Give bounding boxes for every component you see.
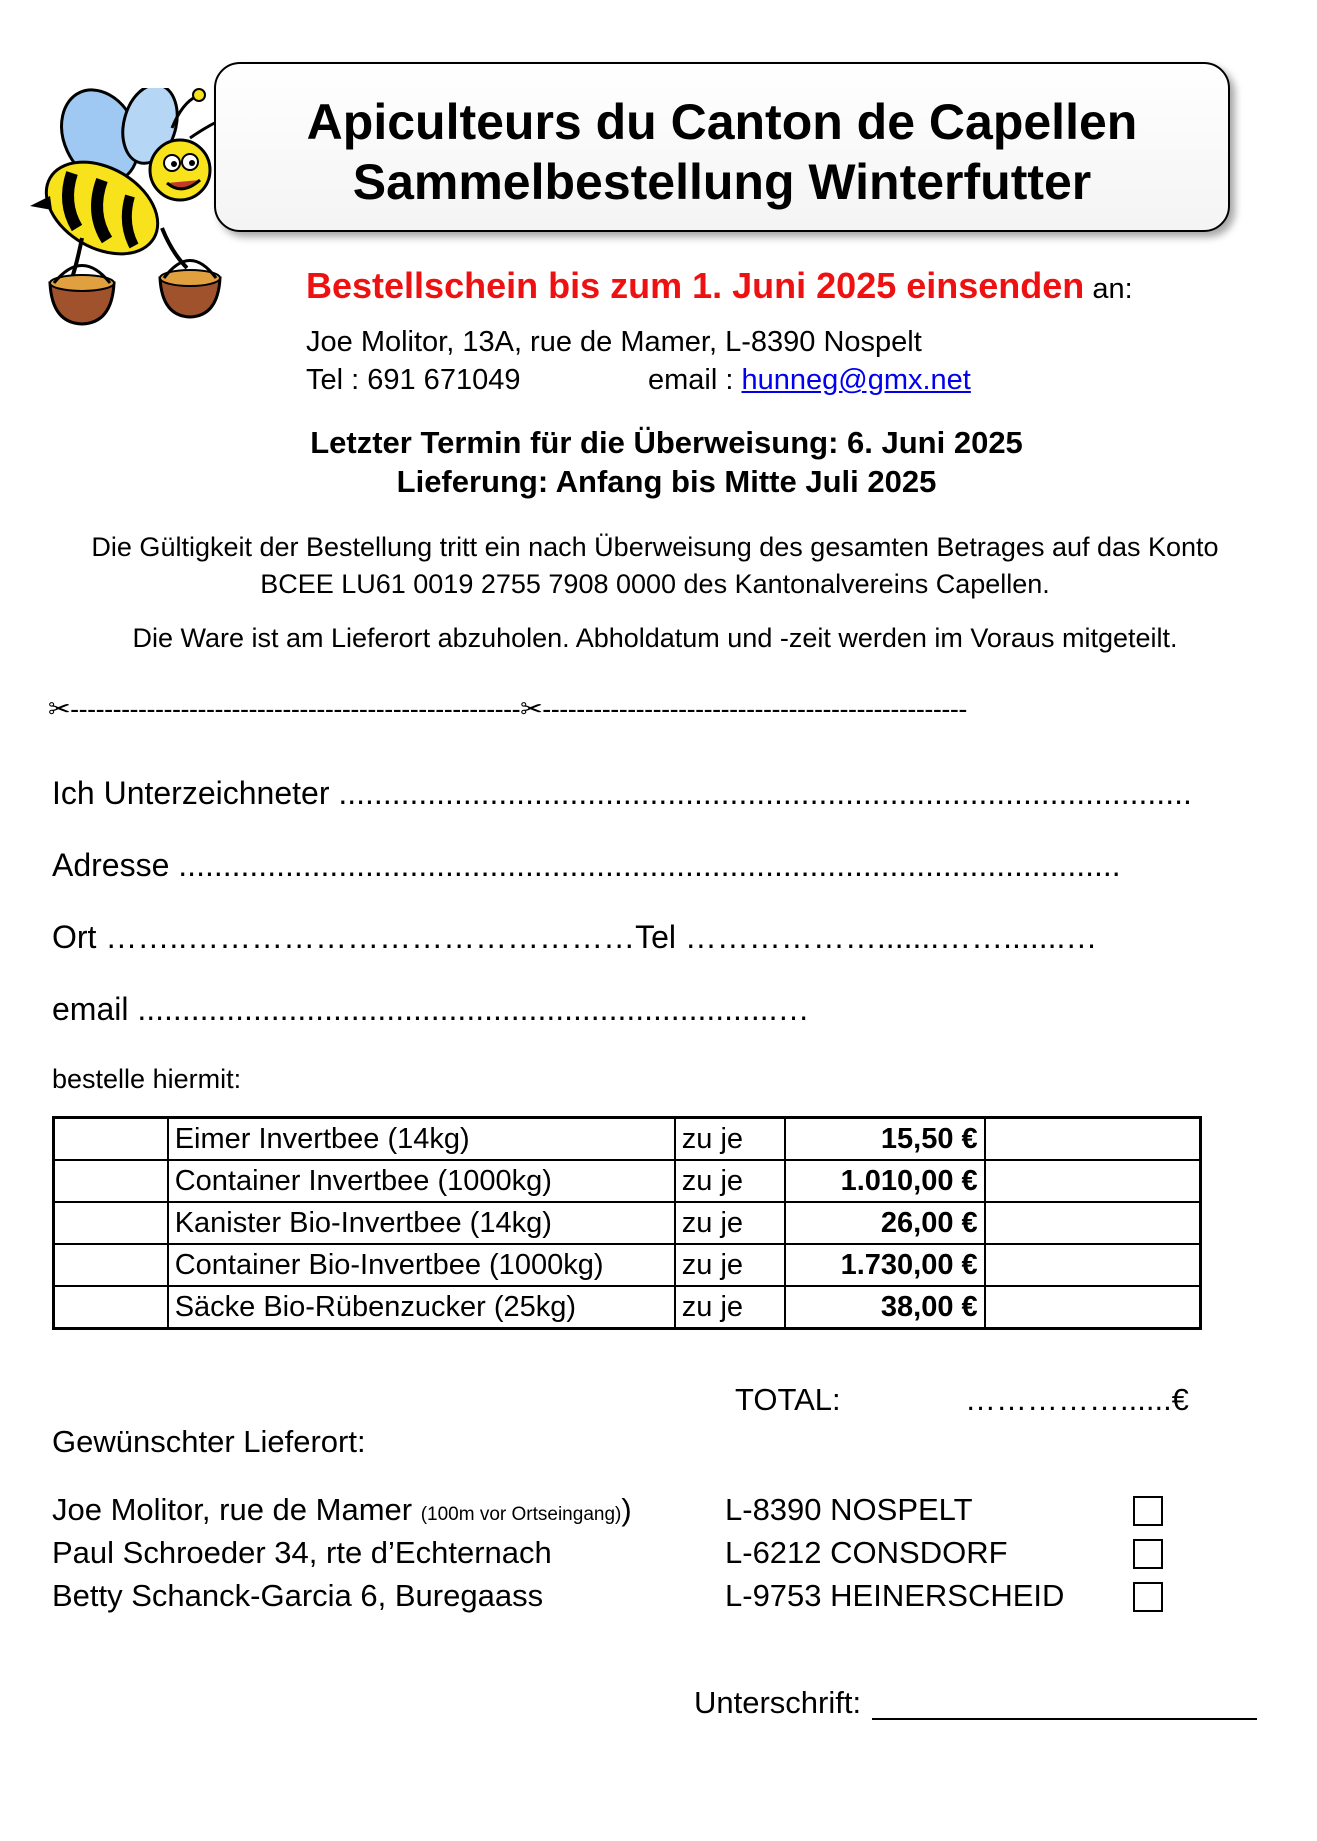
price-cell: 26,00 €: [785, 1202, 984, 1244]
product-cell: Container Invertbee (1000kg): [168, 1160, 675, 1202]
delivery-period: Lieferung: Anfang bis Mitte Juli 2025: [396, 464, 937, 499]
signature-label: Unterschrift:: [694, 1685, 862, 1720]
quantity-cell[interactable]: [54, 1244, 168, 1286]
table-row: [54, 1286, 1201, 1329]
page-subtitle: Sammelbestellung Winterfutter: [352, 154, 1092, 210]
delivery-location-city: L-6212 CONSDORF: [725, 1535, 1008, 1570]
delivery-location-name: [52, 1490, 632, 1535]
location-checkbox-consdorf[interactable]: [1133, 1539, 1163, 1569]
email-field[interactable]: email ........................................................................…: [52, 991, 810, 1027]
location-note: (100m vor Ortseingang): [420, 1504, 622, 1525]
price-cell: 15,50 €: [785, 1118, 984, 1161]
product-cell: Eimer Invertbee (14kg): [168, 1118, 675, 1161]
price-cell: 38,00 €: [785, 1286, 984, 1329]
table-row: [54, 1202, 1201, 1244]
email-label: email :: [648, 364, 742, 396]
contact-address: Joe Molitor, 13A, rue de Mamer, L-8390 Nospelt: [306, 326, 922, 358]
pickup-paragraph: Die Ware ist am Lieferort abzuholen. Abholdatum und -zeit werden im Voraus mitgeteilt.: [132, 623, 1178, 653]
delivery-location-name: Paul Schroeder 34, rte d’Echternach: [52, 1535, 552, 1570]
quantity-cell[interactable]: [54, 1118, 168, 1161]
page-title: Apiculteurs du Canton de Capellen: [306, 94, 1138, 150]
sum-cell[interactable]: [985, 1118, 1201, 1161]
contact-tel: Tel : 691 671049: [306, 364, 521, 396]
total-field[interactable]: ……………......€: [965, 1382, 1189, 1417]
unit-cell: zu je: [675, 1118, 786, 1161]
sum-cell[interactable]: [985, 1286, 1201, 1329]
deadline-text: Bestellschein bis zum 1. Juni 2025 einsenden: [306, 265, 1085, 306]
quantity-cell[interactable]: [54, 1160, 168, 1202]
total-label: TOTAL:: [735, 1382, 841, 1417]
quantity-cell[interactable]: [54, 1286, 168, 1329]
delivery-location-city: L-9753 HEINERSCHEID: [725, 1578, 1065, 1613]
deadline-suffix: an:: [1084, 273, 1133, 305]
sum-cell[interactable]: [985, 1202, 1201, 1244]
unit-cell: zu je: [675, 1202, 786, 1244]
order-intro: bestelle hiermit:: [52, 1064, 242, 1094]
price-cell: 1.010,00 €: [785, 1160, 984, 1202]
product-cell: Säcke Bio-Rübenzucker (25kg): [168, 1286, 675, 1329]
table-row: [54, 1244, 1201, 1286]
product-cell: Container Bio-Invertbee (1000kg): [168, 1244, 675, 1286]
signature-line[interactable]: [872, 1718, 1257, 1720]
email-link[interactable]: hunneg@gmx.net: [741, 364, 971, 396]
delivery-location-city: L-8390 NOSPELT: [725, 1492, 973, 1527]
unit-cell: zu je: [675, 1244, 786, 1286]
delivery-location-label: Gewünschter Lieferort:: [52, 1424, 366, 1459]
table-row: [54, 1160, 1201, 1202]
delivery-location-name: Betty Schanck-Garcia 6, Buregaass: [52, 1578, 544, 1613]
city-tel-field[interactable]: Ort ……..……………………………………Tel ……………….......…….......…: [52, 919, 1098, 955]
price-cell: 1.730,00 €: [785, 1244, 984, 1286]
address-field[interactable]: Adresse ..........................................................................................................: [52, 847, 1121, 883]
product-cell: Kanister Bio-Invertbee (14kg): [168, 1202, 675, 1244]
table-row: [54, 1118, 1201, 1161]
contact-email-line: [648, 363, 971, 397]
transfer-deadline: Letzter Termin für die Überweisung: 6. Juni 2025: [310, 425, 1023, 460]
location-note-close: ): [621, 1492, 632, 1527]
location-checkbox-nospelt[interactable]: [1133, 1496, 1163, 1526]
unit-cell: zu je: [675, 1160, 786, 1202]
deadline-line: [306, 266, 1133, 309]
sum-cell[interactable]: [985, 1244, 1201, 1286]
location-checkbox-heinerscheid[interactable]: [1133, 1582, 1163, 1612]
quantity-cell[interactable]: [54, 1202, 168, 1244]
location-name-text: Joe Molitor, rue de Mamer: [52, 1492, 421, 1527]
cut-here-line: ✂-----------------------------------------------------✂--------------------------------------------------: [48, 694, 967, 724]
order-table: [52, 1116, 1202, 1330]
sum-cell[interactable]: [985, 1160, 1201, 1202]
unit-cell: zu je: [675, 1286, 786, 1329]
validity-paragraph: Die Gültigkeit der Bestellung tritt ein nach Überweisung des gesamten Betrages auf das Konto BCEE LU61 0019 2755 7908 0000 des Kantonalvereins Capellen.: [91, 532, 1219, 599]
signatory-field[interactable]: Ich Unterzeichneter ................................................................................................: [52, 775, 1192, 811]
bee-logo-icon: [22, 88, 232, 328]
